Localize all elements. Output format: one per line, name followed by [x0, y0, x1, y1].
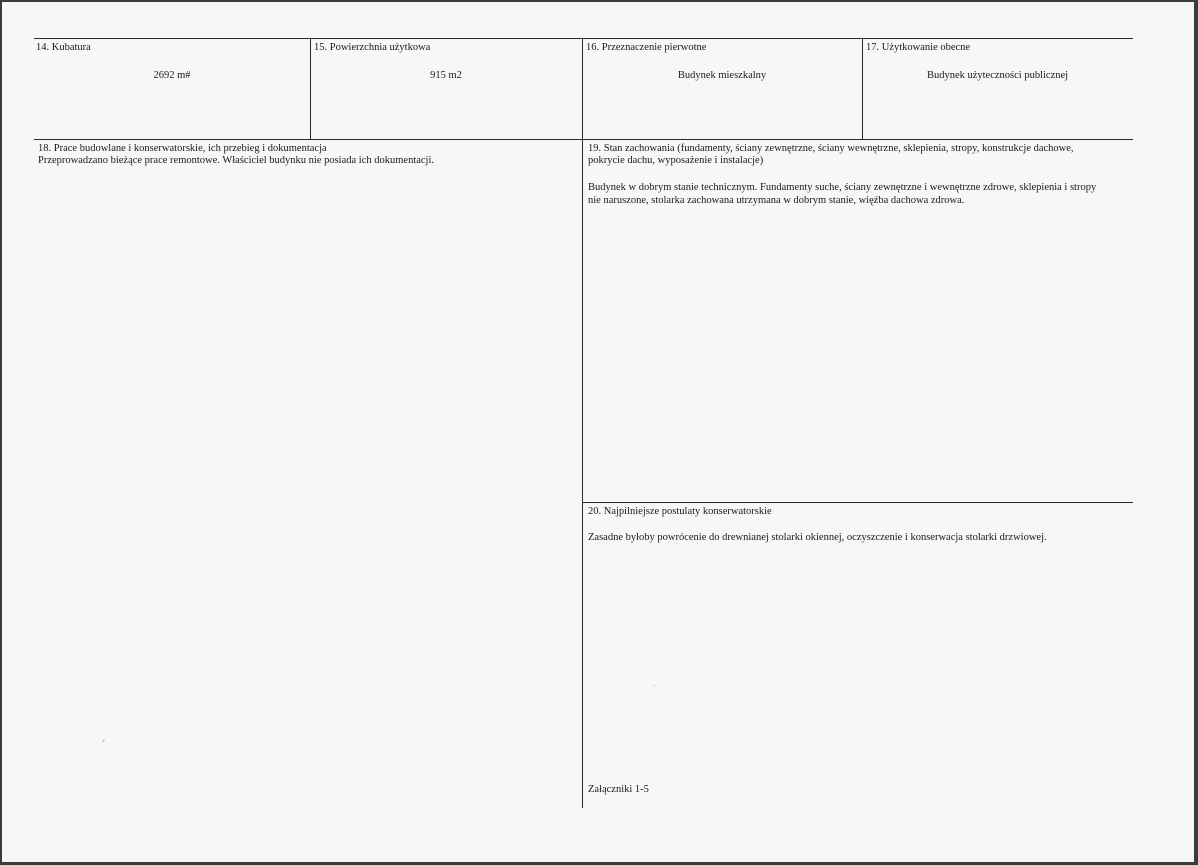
field-16-value: Budynek mieszkalny: [677, 70, 767, 81]
field-19-text-line-1: Budynek w dobrym stanie technicznym. Fundamenty suche, ściany zewnętrzne i wewnętrzne zdrowe, sklepienia i stropy: [588, 182, 1097, 193]
attachments-note: Załączniki 1-5: [588, 784, 649, 795]
top-rule: [34, 38, 1133, 39]
field-20-text: Zasadne byłoby powrócenie do drewnianej stolarki okiennej, oczyszczenie i konserwacja stolarki drzwiowej.: [588, 532, 1047, 543]
field-20-label: 20. Najpilniejsze postulaty konserwatorskie: [588, 506, 772, 517]
field-14-label: 14. Kubatura: [36, 42, 91, 53]
divider-15-16: [582, 38, 583, 808]
field-15-label: 15. Powierzchnia użytkowa: [314, 42, 431, 53]
field-18-text: Przeprowadzano bieżące prace remontowe. Właściciel budynku nie posiada ich dokumentacji.: [38, 155, 435, 166]
document-sheet: [2, 2, 1194, 862]
divider-16-17: [862, 38, 863, 139]
scan-speck: •: [102, 736, 106, 746]
section-20-rule: [582, 502, 1133, 503]
divider-14-15: [310, 38, 311, 139]
field-19-text-line-2: nie naruszone, stolarka zachowana utrzymana w dobrym stanie, więźba dachowa zdrowa.: [588, 195, 965, 206]
field-18-label: 18. Prace budowlane i konserwatorskie, ich przebieg i dokumentacja: [38, 143, 327, 154]
field-17-value: Budynek użyteczności publicznej: [926, 70, 1069, 81]
field-19-label-line-1: 19. Stan zachowania (fundamenty, ściany zewnętrzne, ściany wewnętrzne, sklepienia, stropy, konstrukcje dachowe,: [588, 143, 1074, 154]
row-divider: [34, 139, 1133, 140]
field-15-value: 915 m2: [430, 70, 462, 81]
field-19-label-line-2: pokrycie dachu, wyposażenie i instalacje): [588, 155, 764, 166]
scan-speck: ⁻: [652, 682, 657, 692]
field-16-label: 16. Przeznaczenie pierwotne: [586, 42, 707, 53]
field-14-value: 2692 m#: [153, 70, 191, 81]
scan-speck: ·: [212, 467, 215, 477]
field-17-label: 17. Użytkowanie obecne: [866, 42, 971, 53]
